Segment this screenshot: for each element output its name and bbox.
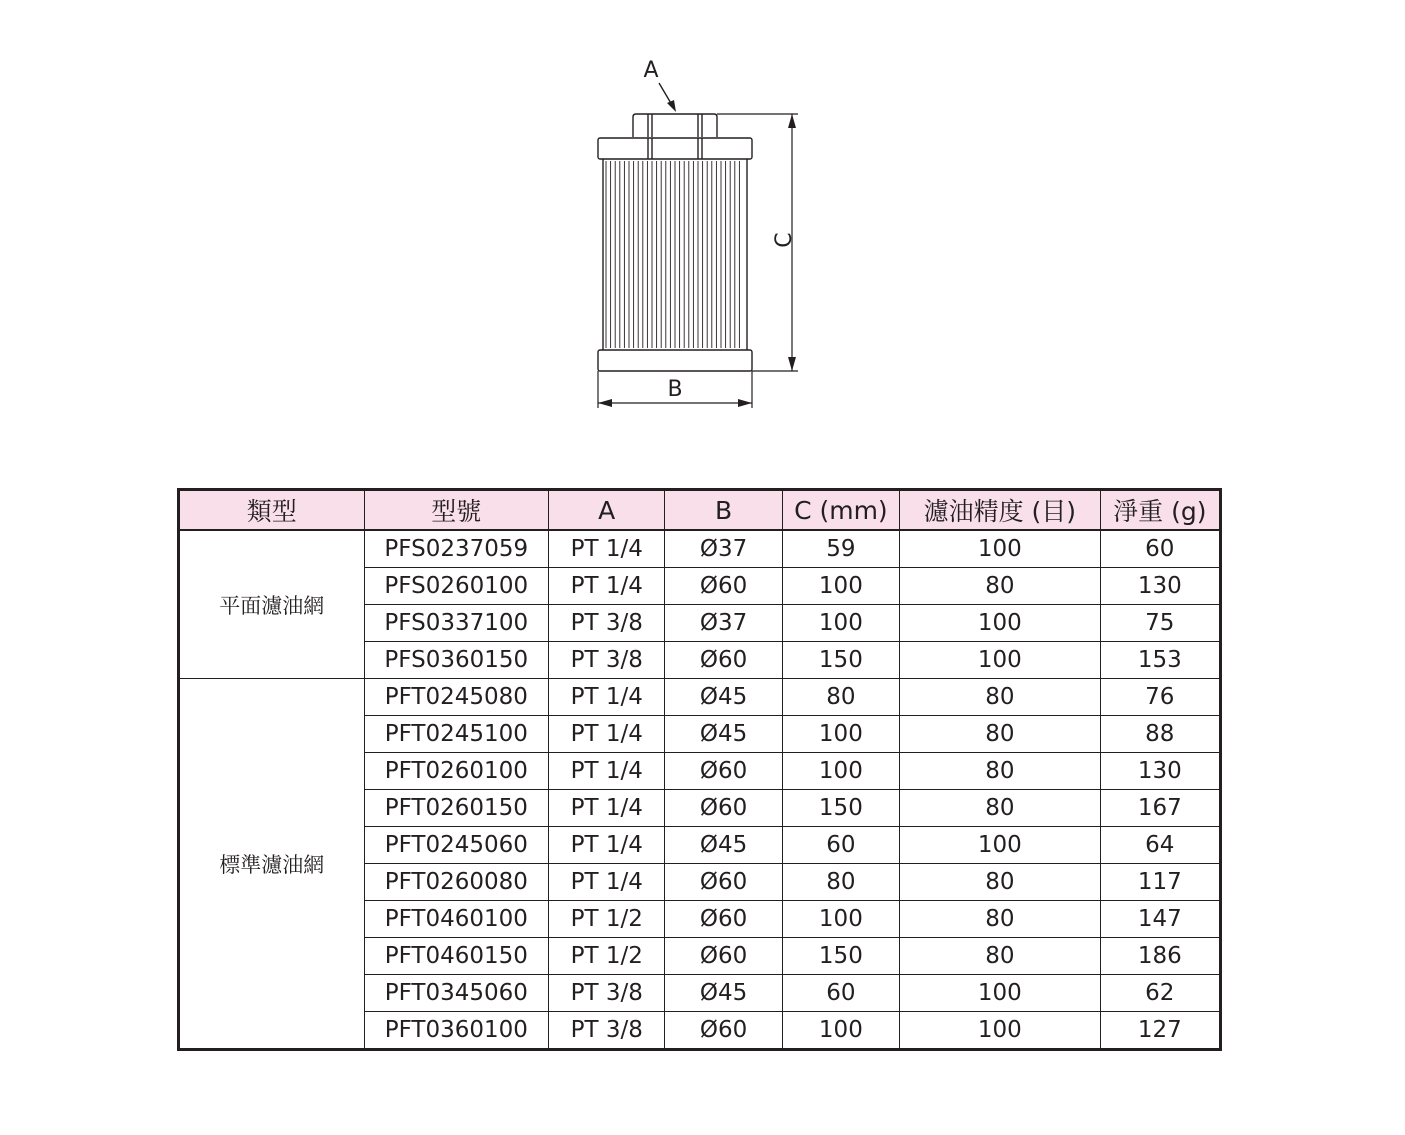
fitting-hex xyxy=(633,114,717,137)
model-cell: PFS0260100 xyxy=(364,568,549,605)
model-cell: PFT0245100 xyxy=(364,716,549,753)
model-cell: PFT0245080 xyxy=(364,679,549,716)
b-cell: Ø60 xyxy=(665,864,782,901)
model-cell: PFT0460150 xyxy=(364,938,549,975)
category-cell: 標準濾油網 xyxy=(179,679,365,1050)
spec-table xyxy=(177,488,1222,1051)
b-cell: Ø60 xyxy=(665,568,782,605)
model-cell: PFS0337100 xyxy=(364,605,549,642)
weight-cell: 130 xyxy=(1100,568,1220,605)
model-cell: PFS0360150 xyxy=(364,642,549,679)
weight-cell: 147 xyxy=(1100,901,1220,938)
model-cell: PFT0360100 xyxy=(364,1012,549,1050)
weight-cell: 153 xyxy=(1100,642,1220,679)
mesh-cell: 100 xyxy=(900,605,1101,642)
weight-cell: 76 xyxy=(1100,679,1220,716)
c-cell: 150 xyxy=(782,642,899,679)
model-cell: PFT0260150 xyxy=(364,790,549,827)
b-cell: Ø60 xyxy=(665,753,782,790)
c-cell: 100 xyxy=(782,568,899,605)
c-cell: 100 xyxy=(782,753,899,790)
model-cell: PFT0345060 xyxy=(364,975,549,1012)
b-cell: Ø60 xyxy=(665,938,782,975)
filter-diagram xyxy=(0,0,1405,430)
table-row xyxy=(179,679,1221,716)
label-b: B xyxy=(667,377,683,402)
weight-cell: 62 xyxy=(1100,975,1220,1012)
header-b: B xyxy=(665,490,782,531)
weight-cell: 75 xyxy=(1100,605,1220,642)
a-cell: PT 3/8 xyxy=(549,1012,665,1050)
mesh-cell: 80 xyxy=(900,938,1101,975)
a-cell: PT 1/4 xyxy=(549,716,665,753)
a-cell: PT 3/8 xyxy=(549,642,665,679)
a-cell: PT 1/4 xyxy=(549,827,665,864)
b-cell: Ø45 xyxy=(665,716,782,753)
c-cell: 60 xyxy=(782,975,899,1012)
header-c: C (mm) xyxy=(782,490,899,531)
c-cell: 100 xyxy=(782,901,899,938)
mesh-cell: 80 xyxy=(900,790,1101,827)
b-cell: Ø45 xyxy=(665,679,782,716)
a-cell: PT 1/4 xyxy=(549,568,665,605)
model-cell: PFT0260100 xyxy=(364,753,549,790)
a-cell: PT 1/4 xyxy=(549,753,665,790)
a-cell: PT 3/8 xyxy=(549,975,665,1012)
b-cell: Ø37 xyxy=(665,605,782,642)
model-cell: PFT0260080 xyxy=(364,864,549,901)
c-cell: 150 xyxy=(782,790,899,827)
b-cell: Ø37 xyxy=(665,530,782,568)
weight-cell: 167 xyxy=(1100,790,1220,827)
label-c: C xyxy=(772,232,797,248)
c-cell: 80 xyxy=(782,679,899,716)
header-weight: 淨重 (g) xyxy=(1100,490,1220,531)
filter-top-cap xyxy=(598,138,752,159)
mesh-cell: 80 xyxy=(900,901,1101,938)
table-row xyxy=(179,530,1221,568)
b-cell: Ø45 xyxy=(665,975,782,1012)
weight-cell: 130 xyxy=(1100,753,1220,790)
table-header-row xyxy=(179,490,1221,531)
model-cell: PFS0237059 xyxy=(364,530,549,568)
mesh-cell: 80 xyxy=(900,568,1101,605)
category-cell: 平面濾油網 xyxy=(179,530,365,679)
c-cell: 150 xyxy=(782,938,899,975)
model-cell: PFT0245060 xyxy=(364,827,549,864)
a-cell: PT 1/4 xyxy=(549,679,665,716)
filter-pleats xyxy=(606,161,739,348)
weight-cell: 88 xyxy=(1100,716,1220,753)
b-cell: Ø60 xyxy=(665,901,782,938)
b-cell: Ø60 xyxy=(665,790,782,827)
header-a: A xyxy=(549,490,665,531)
a-cell: PT 1/4 xyxy=(549,530,665,568)
mesh-cell: 80 xyxy=(900,753,1101,790)
mesh-cell: 80 xyxy=(900,864,1101,901)
weight-cell: 186 xyxy=(1100,938,1220,975)
a-cell: PT 1/4 xyxy=(549,790,665,827)
weight-cell: 64 xyxy=(1100,827,1220,864)
weight-cell: 60 xyxy=(1100,530,1220,568)
filter-bottom-cap xyxy=(598,350,752,371)
c-cell: 80 xyxy=(782,864,899,901)
weight-cell: 127 xyxy=(1100,1012,1220,1050)
mesh-cell: 80 xyxy=(900,679,1101,716)
model-cell: PFT0460100 xyxy=(364,901,549,938)
b-cell: Ø60 xyxy=(665,1012,782,1050)
c-cell: 59 xyxy=(782,530,899,568)
c-cell: 100 xyxy=(782,1012,899,1050)
header-type: 類型 xyxy=(179,490,365,531)
mesh-cell: 100 xyxy=(900,642,1101,679)
header-model: 型號 xyxy=(364,490,549,531)
b-cell: Ø60 xyxy=(665,642,782,679)
mesh-cell: 100 xyxy=(900,1012,1101,1050)
mesh-cell: 100 xyxy=(900,827,1101,864)
b-cell: Ø45 xyxy=(665,827,782,864)
header-mesh: 濾油精度 (目) xyxy=(900,490,1101,531)
label-a: A xyxy=(643,58,659,83)
mesh-cell: 100 xyxy=(900,975,1101,1012)
weight-cell: 117 xyxy=(1100,864,1220,901)
c-cell: 100 xyxy=(782,716,899,753)
c-cell: 100 xyxy=(782,605,899,642)
a-cell: PT 1/4 xyxy=(549,864,665,901)
mesh-cell: 80 xyxy=(900,716,1101,753)
a-cell: PT 1/2 xyxy=(549,938,665,975)
c-cell: 60 xyxy=(782,827,899,864)
mesh-cell: 100 xyxy=(900,530,1101,568)
a-cell: PT 3/8 xyxy=(549,605,665,642)
a-cell: PT 1/2 xyxy=(549,901,665,938)
